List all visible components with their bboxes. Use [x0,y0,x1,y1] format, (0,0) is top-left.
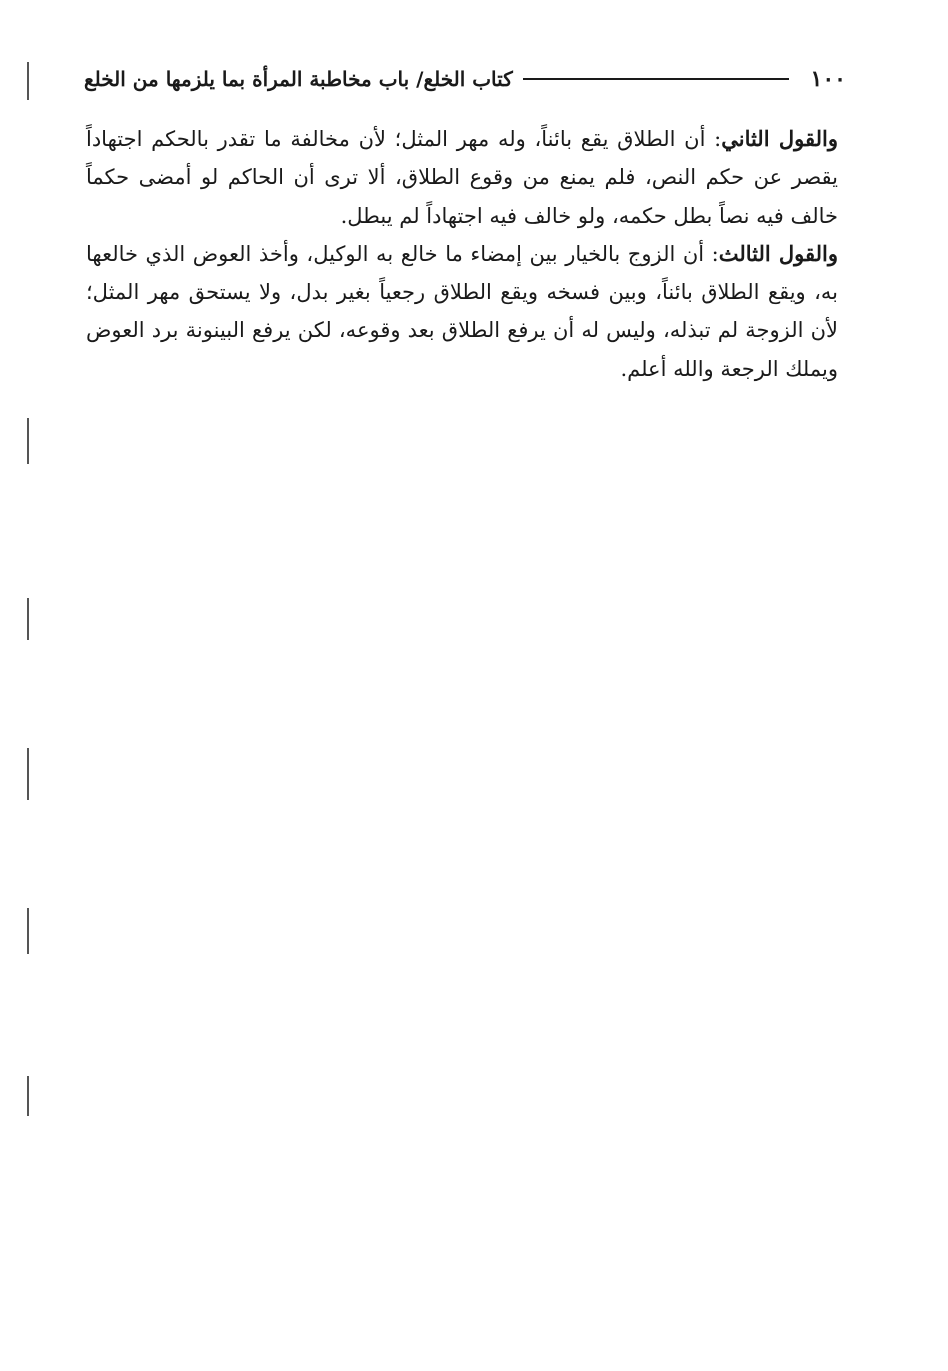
margin-mark [27,62,29,100]
page-header [84,62,846,96]
margin-mark [27,418,29,464]
paragraph-second-opinion [86,120,838,235]
header-rule [523,78,789,80]
margin-mark [27,1076,29,1116]
body-text [86,120,838,388]
margin-mark [27,598,29,640]
margin-mark [27,748,29,800]
paragraph-third-opinion [86,235,838,388]
paragraph-lead: والقول الثاني [721,126,838,151]
paragraph-lead: والقول الثالث [718,240,839,266]
margin-mark [27,908,29,954]
paragraph-text: : أن الزوج بالخيار بين إمضاء ما خالع به الوكيل، وأخذ العوض الذي خالعها به، ويقع الطلاق بائناً، وبين فسخه ويقع الطلاق رجعياً بغير بدل، ولا يستحق مهر المثل؛ لأن الزوجة لم تبذله، وليس له أن يرفع الطلاق بعد وقوعه، لكن يرفع البينونة برد العوض ويملك الرجعة والله أعلم. [86,241,838,381]
paragraph-text: : أن الطلاق يقع بائناً، وله مهر المثل؛ لأن مخالفة ما تقدر بالحكم اجتهاداً يقصر عن حكم النص، فلم يمنع من وقوع الطلاق، ألا ترى أن الحاكم لو أمضى حكماً خالف فيه نصاً بطل حكمه، ولو خالف فيه اجتهاداً لم يبطل. [86,127,838,228]
page-number: ١٠٠ [810,66,846,92]
running-title: كتاب الخلع/ باب مخاطبة المرأة بما يلزمها من الخلع [84,67,513,91]
